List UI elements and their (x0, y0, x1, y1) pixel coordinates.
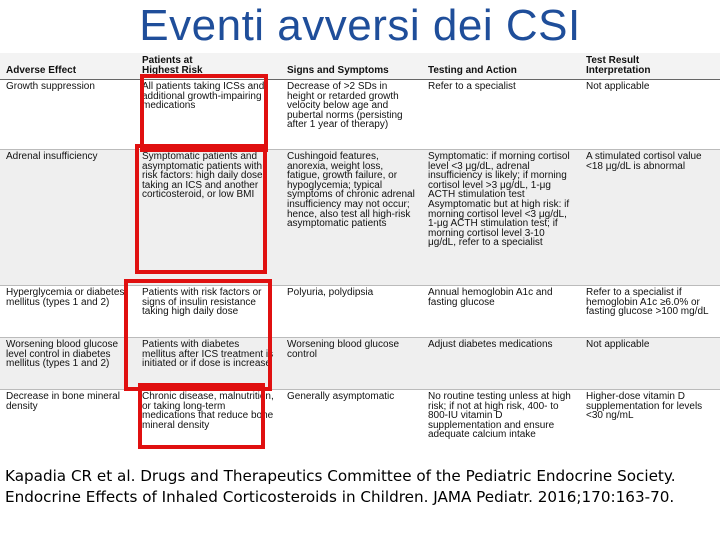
table-row (0, 338, 720, 390)
cell-interpretation: Not applicable (580, 80, 720, 150)
cell-signs: Cushingoid features, anorexia, weight loss, fatigue, growth failure, or hypoglycemia; typical symptoms of chronic adrenal insufficiency may not occur; hence, also test all high-risk asymptomatic patients (281, 150, 422, 286)
table-row (0, 150, 720, 286)
slide-title: Eventi avversi dei CSI (139, 1, 581, 50)
cell-risk: Chronic disease, malnutrition, or taking long-term medications that reduce bone mineral density (136, 390, 281, 460)
citation-caption: Kapadia CR et al. Drugs and Therapeutics Committee of the Pediatric Endocrine Society. Endocrine Effects of Inhaled Corticosteroids in Children. JAMA Pediatr. 2016;170:163-70. (5, 467, 676, 506)
cell-interpretation: A stimulated cortisol value <18 μg/dL is abnormal (580, 150, 720, 286)
cell-effect: Adrenal insufficiency (0, 150, 136, 286)
cell-testing: Symptomatic: if morning cortisol level <3 μg/dL, adrenal insufficiency is likely; if morning cortisol level >3 μg/dL, 1-μg ACTH stimulation test Asymptomatic but at high risk: if morning cortisol level <3 μg/dL, 1-μg ACTH stimulation test; if morning cortisol level 3-10 μg/dL, refer to a specialist (422, 150, 580, 286)
cell-risk: All patients taking ICSs and additional growth-impairing medications (136, 80, 281, 150)
cell-signs: Worsening blood glucose control (281, 338, 422, 390)
header-patients-at-risk: Patients at Highest Risk (136, 53, 281, 80)
cell-risk: Patients with risk factors or signs of insulin resistance taking high daily dose (136, 286, 281, 338)
cell-risk: Symptomatic patients and asymptomatic patients with risk factors: high daily dose, taking an ICS and another corticosteroid, or low BMI (136, 150, 281, 286)
header-result-interpretation: Test Result Interpretation (580, 53, 720, 80)
cell-effect: Decrease in bone mineral density (0, 390, 136, 460)
table-header-row (0, 53, 720, 80)
table-row (0, 80, 720, 150)
adverse-effects-table (0, 53, 720, 459)
cell-effect: Worsening blood glucose level control in diabetes mellitus (types 1 and 2) (0, 338, 136, 390)
adverse-effects-table-container (0, 53, 720, 459)
cell-signs: Decrease of >2 SDs in height or retarded growth velocity below age and pubertal norms (persisting after 1 year of therapy) (281, 80, 422, 150)
table-row (0, 390, 720, 460)
cell-interpretation: Refer to a specialist if hemoglobin A1c ≥6.0% or fasting glucose >100 mg/dL (580, 286, 720, 338)
cell-interpretation: Higher-dose vitamin D supplementation for levels <30 ng/mL (580, 390, 720, 460)
header-signs-symptoms: Signs and Symptoms (281, 53, 422, 80)
cell-testing: Annual hemoglobin A1c and fasting glucose (422, 286, 580, 338)
header-adverse-effect: Adverse Effect (0, 53, 136, 80)
cell-risk: Patients with diabetes mellitus after ICS treatment is initiated or if dose is increase (136, 338, 281, 390)
header-testing-action: Testing and Action (422, 53, 580, 80)
cell-testing: Refer to a specialist (422, 80, 580, 150)
cell-signs: Generally asymptomatic (281, 390, 422, 460)
cell-effect: Hyperglycemia or diabetes mellitus (types 1 and 2) (0, 286, 136, 338)
table-row (0, 286, 720, 338)
cell-testing: Adjust diabetes medications (422, 338, 580, 390)
cell-testing: No routine testing unless at high risk; if not at high risk, 400- to 800-IU vitamin D supplementation and ensure adequate calcium intake (422, 390, 580, 460)
cell-signs: Polyuria, polydipsia (281, 286, 422, 338)
cell-interpretation: Not applicable (580, 338, 720, 390)
cell-effect: Growth suppression (0, 80, 136, 150)
